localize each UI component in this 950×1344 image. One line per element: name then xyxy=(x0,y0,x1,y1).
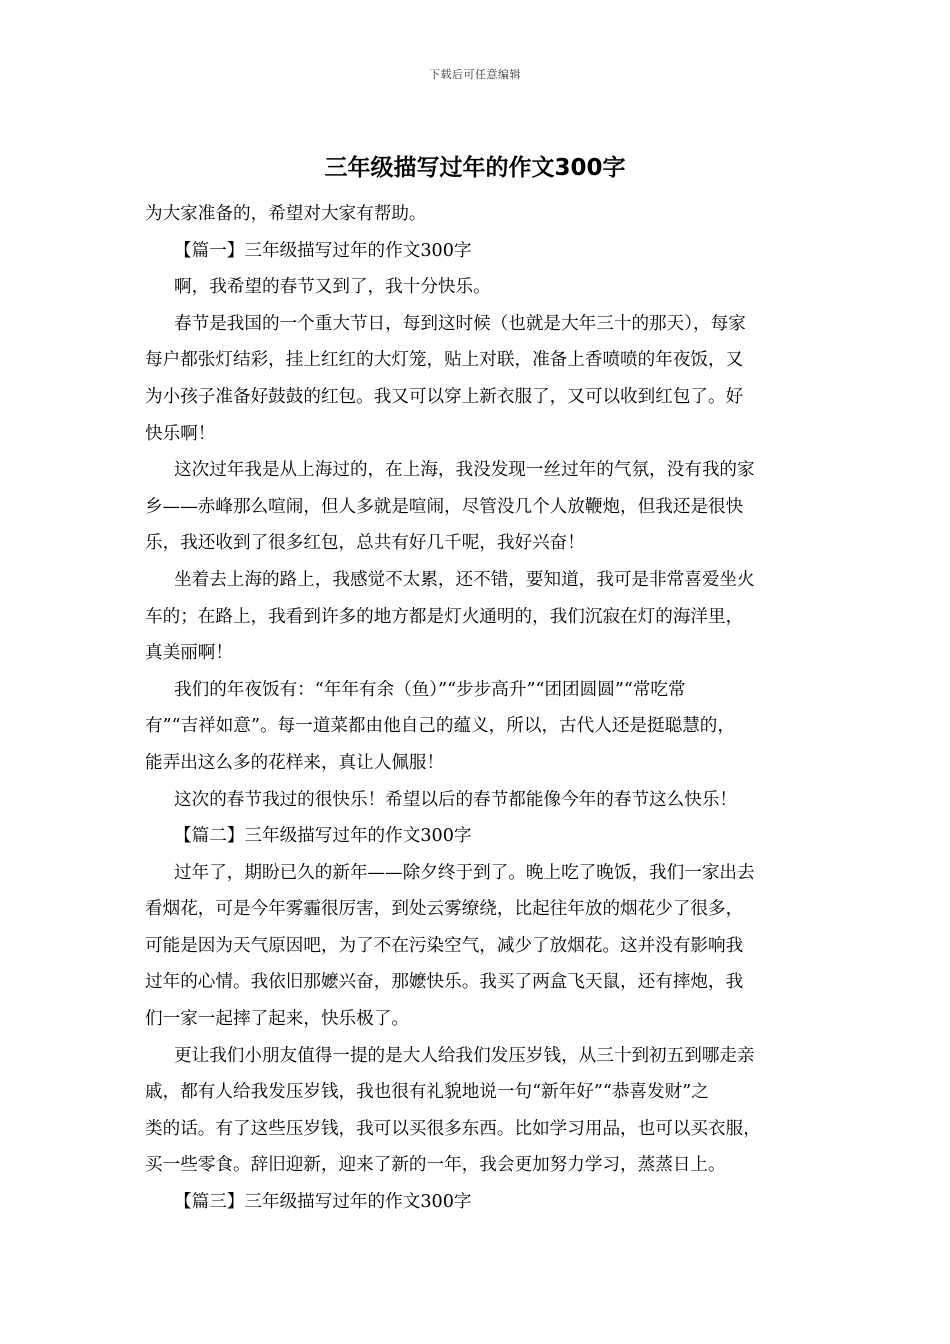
text-line: 为大家准备的，希望对大家有帮助。 xyxy=(145,204,427,224)
document-title: 三年级描写过年的作文300字 xyxy=(324,155,626,181)
text-line: 戚，都有人给我发压岁钱，我也很有礼貌地说一句“新年好”“恭喜发财”之 xyxy=(145,1082,709,1103)
section-heading-2 xyxy=(145,818,825,855)
text-line: 这次过年我是从上海过的，在上海，我没发现一丝过年的气氛，没有我的家 xyxy=(174,460,755,481)
text-line: 【篇三】三年级描写过年的作文300字 xyxy=(174,1192,472,1213)
text-line: 快乐啊！ xyxy=(145,423,216,444)
text-line: 真美丽啊！ xyxy=(145,643,233,664)
text-line: 【篇二】三年级描写过年的作文300字 xyxy=(174,826,472,847)
text-line: 看烟花，可是今年雾霾很厉害，到处云雾缭绕，比起往年放的烟花少了很多， xyxy=(145,899,744,920)
text-line: 们一家一起摔了起来，快乐极了。 xyxy=(145,1009,409,1030)
paragraph xyxy=(145,672,825,782)
text-line: 有”“吉祥如意”。每一道菜都由他自己的蕴义，所以，古代人还是挺聪慧的， xyxy=(145,716,735,737)
text-line: 可能是因为天气原因吧，为了不在污染空气，减少了放烟花。这并没有影响我 xyxy=(145,935,744,956)
text-line: 我们的年夜饭有：“年年有余（鱼）”“步步高升”“团团圆圆”“常吃常 xyxy=(174,679,686,700)
text-line: 买一些零食。辞旧迎新，迎来了新的一年，我会更加努力学习，蒸蒸日上。 xyxy=(145,1155,726,1176)
text-line: 每户都张灯结彩，挂上红红的大灯笼，贴上对联，准备上香喷喷的年夜饭，又 xyxy=(145,350,744,371)
paragraph xyxy=(145,782,825,819)
paragraph xyxy=(145,562,825,672)
page-header-note: 下载后可任意编辑 xyxy=(429,68,521,81)
text-line: 啊，我希望的春节又到了，我十分快乐。 xyxy=(174,277,491,298)
section-heading-3 xyxy=(145,1184,825,1221)
text-line: 乡——赤峰那么喧闹，但人多就是喧闹，尽管没几个人放鞭炮，但我还是很快 xyxy=(145,496,744,517)
paragraph xyxy=(145,306,825,452)
text-line: 这次的春节我过的很快乐！希望以后的春节都能像今年的春节这么快乐！ xyxy=(174,789,738,810)
intro-paragraph xyxy=(145,196,825,233)
text-line: 更让我们小朋友值得一提的是大人给我们发压岁钱，从三十到初五到哪走亲 xyxy=(174,1045,755,1066)
text-line: 车的；在路上，我看到许多的地方都是灯火通明的，我们沉寂在灯的海洋里， xyxy=(145,606,744,627)
text-line: 类的话。有了这些压岁钱，我可以买很多东西。比如学习用品，也可以买衣服， xyxy=(145,1118,761,1139)
paragraph xyxy=(145,269,825,306)
text-line: 过年了，期盼已久的新年——除夕终于到了。晚上吃了晚饭，我们一家出去 xyxy=(174,862,755,883)
document-body xyxy=(145,196,825,1221)
text-line: 为小孩子准备好鼓鼓的红包。我又可以穿上新衣服了，又可以收到红包了。好 xyxy=(145,386,744,407)
paragraph xyxy=(145,1038,825,1184)
text-line: 春节是我国的一个重大节日，每到这时候（也就是大年三十的那天），每家 xyxy=(174,313,746,334)
text-line: 过年的心情。我依旧那嬷兴奋，那嬷快乐。我买了两盒飞天鼠，还有摔炮，我 xyxy=(145,972,744,993)
text-line: 能弄出这么多的花样来，真让人佩服！ xyxy=(145,752,445,773)
paragraph xyxy=(145,452,825,562)
text-line: 坐着去上海的路上，我感觉不太累，还不错，要知道，我可是非常喜爱坐火 xyxy=(174,569,755,590)
text-line: 乐，我还收到了很多红包，总共有好几千呢，我好兴奋！ xyxy=(145,533,585,554)
text-line: 【篇一】三年级描写过年的作文300字 xyxy=(174,240,472,261)
paragraph xyxy=(145,855,825,1038)
section-heading-1 xyxy=(145,233,825,270)
